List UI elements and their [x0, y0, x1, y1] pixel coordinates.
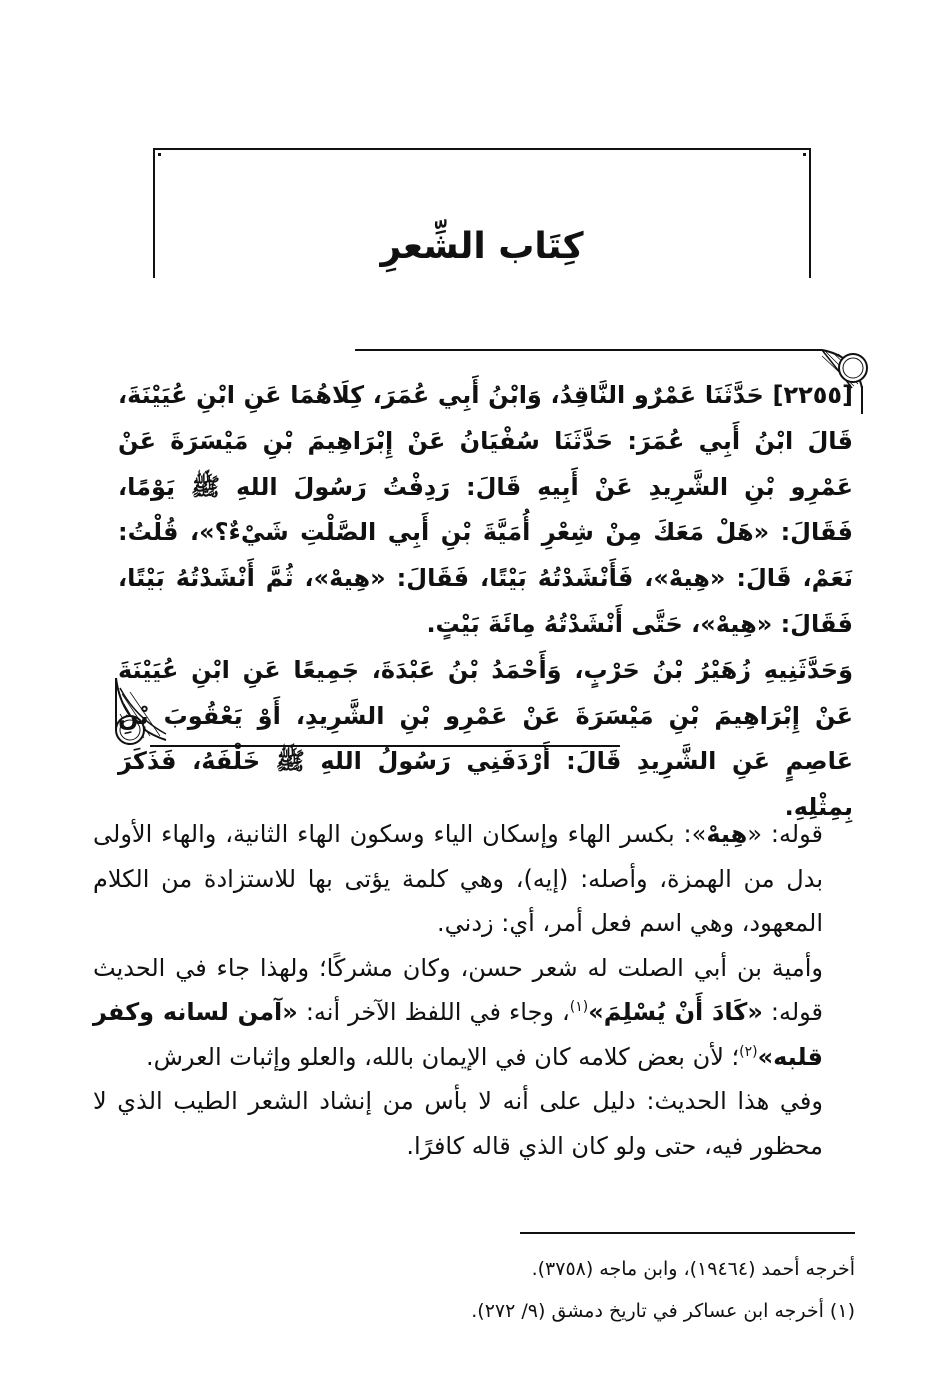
- hadith-text: [118, 373, 853, 831]
- commentary: [93, 812, 853, 1168]
- footnote-1: أخرجه أحمد (١٩٤٦٤)، وابن ماجه (٣٧٥٨).: [531, 1258, 855, 1280]
- footnote-ref-2: (٢): [739, 1043, 758, 1060]
- footnote-2: (١) أخرجه ابن عساكر في تاريخ دمشق (٩/ ٢٧٢).: [471, 1300, 855, 1322]
- hadith-paragraph-2: [118, 648, 853, 831]
- hadith-number: [٢٢٥٥]: [772, 381, 853, 409]
- hadith-chain-2: وَحَدَّثَنِيهِ زُهَيْرُ بْنُ حَرْبٍ، وَأَحْمَدُ بْنُ عَبْدَةَ، جَمِيعًا عَنِ ابْنِ عُيَيْنَةَ عَنْ إِبْرَاهِيمَ بْنِ مَيْسَرَةَ عَنْ عَمْرِو بْنِ الشَّرِيدِ، أَوْ يَعْقُوبَ بْنِ عَاصِمٍ عَنِ الشَّرِيدِ قَالَ: أَرْدَفَنِي رَسُولُ اللهِ ﷺ خَلْفَهُ، فَذَكَرَ بِمِثْلِهِ.: [118, 655, 853, 822]
- chapter-title-frame: [153, 148, 811, 278]
- commentary-paragraph-2: وأمية بن أبي الصلت له شعر حسن، وكان مشركًا؛ ولهذا جاء في الحديث قوله: «كَادَ أَنْ يُسْلِمَ»$^{(١)}$، وجاء في اللفظ الآخر أنه: «آمن لسانه وكفر قلبه»$^{(٢)}$؛ لأن بعض كلامه كان في الإيمان بالله، والعلو وإثبات العرش.: [93, 953, 824, 1071]
- footnote-divider: [520, 1232, 855, 1234]
- commentary-paragraph-3: وفي هذا الحديث: دليل على أنه لا بأس من إنشاد الشعر الطيب الذي لا محظور فيه، حتى ولو كان الذي قاله كافرًا.: [93, 1087, 823, 1160]
- commentary-term: هِيهْ: [706, 820, 748, 848]
- quote-1: «كَادَ أَنْ يُسْلِمَ»: [588, 998, 763, 1026]
- quote-2: «آمن لسانه وكفر قلبه»: [93, 998, 823, 1071]
- hadith-chain-1: حَدَّثَنَا عَمْرٌو النَّاقِدُ، وَابْنُ أَبِي عُمَرَ، كِلَاهُمَا عَنِ ابْنِ عُيَيْنَةَ، قَالَ ابْنُ أَبِي عُمَرَ: حَدَّثَنَا سُفْيَانُ عَنْ إِبْرَاهِيمَ بْنِ مَيْسَرَةَ عَنْ عَمْرِو بْنِ الشَّرِيدِ عَنْ أَبِيهِ قَالَ: رَدِفْتُ رَسُولَ اللهِ ﷺ يَوْمًا، فَقَالَ: «هَلْ مَعَكَ مِنْ شِعْرِ أُمَيَّةَ بْنِ أَبِي الصَّلْتِ شَيْءٌ؟»، قُلْتُ: نَعَمْ، قَالَ: «هِيهْ»، فَأَنْشَدْتُهُ بَيْتًا، فَقَالَ: «هِيهْ»، ثُمَّ أَنْشَدْتُهُ بَيْتًا، فَقَالَ: «هِيهْ»، حَتَّى أَنْشَدْتُهُ مِائَةَ بَيْتٍ.: [118, 381, 853, 638]
- chapter-title: كِتَاب الشِّعرِ: [380, 226, 584, 267]
- footnotes: [300, 1248, 855, 1332]
- hadith-paragraph-1: [118, 373, 853, 648]
- footnote-ref-1: (١): [569, 999, 589, 1015]
- commentary-paragraph-1: قوله: «هِيهْ»: بكسر الهاء وإسكان الياء وسكون الهاء الثانية، والهاء الأولى بدل من الهمزة، وأصله: (إيه)، وهي كلمة يؤتى بها للاستزادة من الكلام المعهود، وهي اسم فعل أمر، أي: زدني.: [93, 820, 823, 937]
